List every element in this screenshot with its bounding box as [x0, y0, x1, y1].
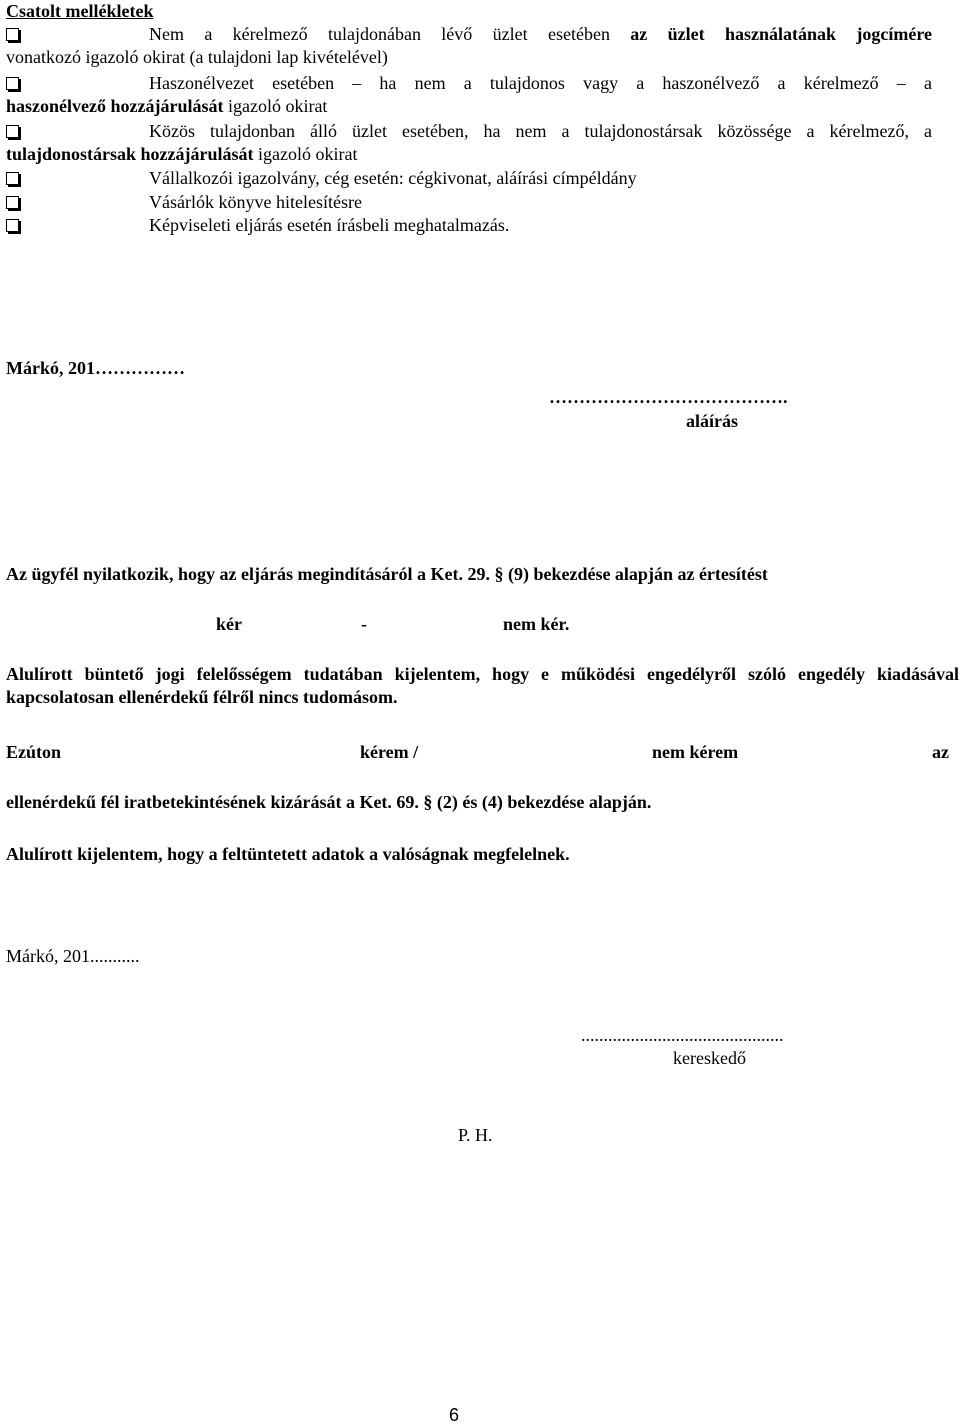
text-phrase: Nem a kérelmező tulajdonában lévő üzlet esetében: [149, 24, 631, 44]
exclusion-line: ellenérdekű fél iratbetekintésének kizárását a Ket. 69. § (2) és (4) bekezdése alapján.: [6, 792, 652, 812]
checkbox[interactable]: [6, 172, 19, 185]
choice-request-slash[interactable]: kérem /: [360, 742, 419, 762]
text-phrase: Haszonélvezet esetében – ha nem a tulajdonos vagy a haszonélvező a kérelmező – a: [149, 73, 932, 93]
attachment-item: [6, 72, 932, 116]
attachment-item: [6, 167, 932, 190]
text-phrase: vonatkozó igazoló okirat (a tulajdoni lap kivételével): [6, 47, 388, 67]
attachment-text-line2: [6, 95, 932, 118]
checkbox[interactable]: [6, 219, 19, 232]
text-phrase: Vállalkozói igazolvány, cég esetén: cégkivonat, aláírási címpéldány: [149, 168, 637, 188]
bold-phrase: tulajdonostársak hozzájárulását: [6, 144, 254, 164]
attachment-text-line2: [6, 46, 932, 69]
notice-line: Az ügyfél nyilatkozik, hogy az eljárás megindításáról a Ket. 29. § (9) bekezdése alapján az értesítést: [6, 564, 768, 584]
attachment-item: [6, 120, 932, 164]
merchant-dots: .............................................: [581, 1025, 784, 1045]
checkbox[interactable]: [6, 196, 19, 209]
hereby-word: Ezúton: [6, 742, 62, 762]
attachment-item: [6, 191, 932, 214]
attachment-text-line1: [149, 120, 932, 143]
choice-no-request-2[interactable]: nem kérem: [652, 742, 739, 762]
attachment-text-line1: [149, 72, 932, 95]
attachment-text-line2: [6, 143, 932, 166]
az-word: az: [932, 742, 949, 762]
signature-label: aláírás: [686, 411, 738, 431]
text-phrase: Képviseleti eljárás esetén írásbeli meghatalmazás.: [149, 215, 510, 235]
choice-request[interactable]: kér: [216, 614, 242, 634]
text-phrase: Közös tulajdonban álló üzlet esetében, ha nem a tulajdonostársak közössége a kérelmező, a: [149, 121, 932, 141]
attachment-text-line1: [149, 214, 932, 237]
seal-placeholder: P. H.: [458, 1125, 493, 1145]
choice-no-request[interactable]: nem kér.: [503, 614, 570, 634]
text-phrase: igazoló okirat: [223, 96, 328, 116]
attachment-text-line1: [149, 191, 932, 214]
bold-phrase: az üzlet használatának jogcímére: [630, 24, 932, 44]
checkbox[interactable]: [6, 125, 19, 138]
place-date-2: Márkó, 201...........: [6, 946, 140, 966]
checkbox[interactable]: [6, 77, 19, 90]
place-date-1: Márkó, 201……………: [6, 358, 185, 378]
signature-dots: ………………………………….: [549, 387, 788, 407]
checkbox[interactable]: [6, 28, 19, 41]
attachment-item: [6, 23, 932, 67]
bold-phrase: haszonélvező hozzájárulását: [6, 96, 224, 116]
merchant-label: kereskedő: [673, 1048, 746, 1068]
page-number: 6: [449, 1405, 460, 1425]
attachment-text-line1: [149, 167, 932, 190]
declaration-1: Alulírott büntető jogi felelősségem tudatában kijelentem, hogy e működési engedélyről szóló engedély kiadásával kapcsolatosan ellenérdekű félről nincs tudomásom.: [6, 664, 959, 708]
text-phrase: Vásárlók könyve hitelesítésre: [149, 192, 362, 212]
attachment-item: [6, 214, 932, 237]
choice-dash: -: [361, 614, 367, 634]
text-phrase: igazoló okirat: [253, 144, 358, 164]
attachments-heading: Csatolt mellékletek: [6, 1, 154, 21]
attachment-text-line1: [149, 23, 932, 46]
declaration-2: Alulírott kijelentem, hogy a feltüntetett adatok a valóságnak megfelelnek.: [6, 844, 570, 864]
